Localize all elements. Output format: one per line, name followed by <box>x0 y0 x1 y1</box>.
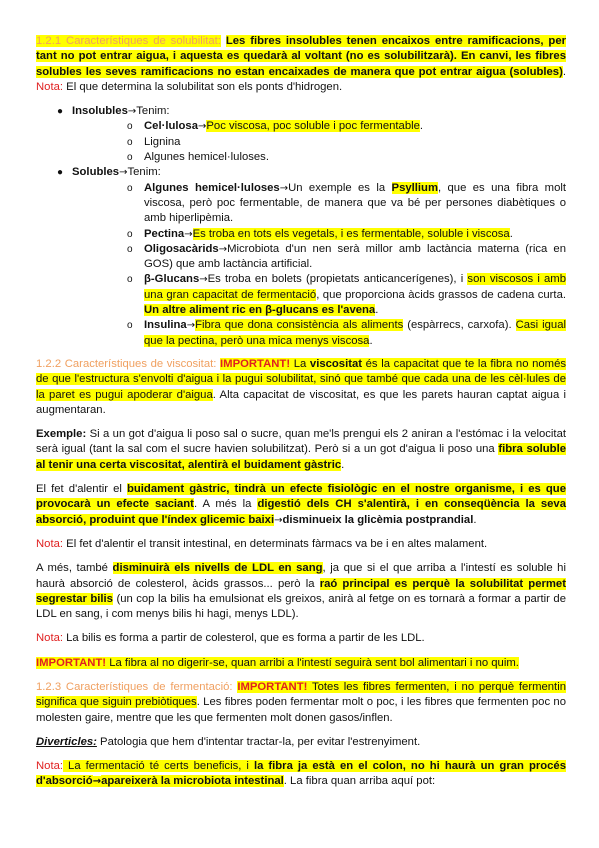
arrow-right-icon: → <box>186 320 196 332</box>
sublist-item-title: Pectina <box>144 227 185 240</box>
text: , ja que si el que arriba a l'intestí es soluble hi haurà absorció de colesterol, àcids grassos... però la <box>36 562 566 590</box>
document-page <box>36 34 566 799</box>
arrow-right-icon: → <box>199 274 208 286</box>
highlighted-text: viscositat <box>309 357 363 370</box>
diverticles-label: Diverticles: <box>36 735 97 748</box>
text: A més, també <box>36 562 113 575</box>
text: Es troba en bolets (propietats anticancerígenes), i <box>207 273 468 286</box>
circle-bullet-icon: o <box>127 243 133 255</box>
sublist-item-text: Lignina <box>144 135 181 148</box>
fiber-type-list <box>36 104 566 349</box>
text: . <box>375 304 379 317</box>
highlighted-text: La fibra al no digerir-se, quan arribi a l'intestí seguirà sent bol alimentari i no quim. <box>106 656 519 669</box>
sublist-item <box>72 272 566 318</box>
sublist-item <box>72 242 566 273</box>
text: El fet d'alentir el <box>36 483 127 496</box>
text: . <box>473 513 477 526</box>
paragraph-viscositat <box>36 357 566 418</box>
circle-bullet-icon: o <box>127 320 133 332</box>
important-label: IMPORTANT! <box>237 680 308 693</box>
sublist-item <box>72 181 566 227</box>
sublist-item <box>72 150 566 165</box>
highlighted-text: Casi igual que la pectina, però una mica menys viscosa <box>144 319 566 347</box>
highlighted-text: raó principal es perquè la solubilitat permet segrestar bilis <box>36 577 566 605</box>
list-item-suffix: Tenim: <box>127 166 161 179</box>
section-heading-solubilitat: 1.2.1 Característiques de solubilitat: <box>36 35 221 47</box>
arrow-right-icon: → <box>274 514 283 526</box>
sublist-item-title: Insulina <box>144 319 187 332</box>
highlighted-text: La <box>290 357 310 370</box>
nota-label: Nota: <box>36 760 64 773</box>
sublist-item <box>72 119 566 134</box>
circle-bullet-icon: o <box>127 274 133 286</box>
sublist-item-title: Algunes hemicel·luloses <box>144 181 280 194</box>
text: Un exemple es la <box>288 181 392 194</box>
highlighted-text: digestió dels CH s'alentirà, i en conseqüència la seva absorció, produint que l'índex glicemic baixi <box>36 498 566 526</box>
text: Microbiota d'un nen serà millor amb lactància materna (rica en GOS) que amb lactància artificial. <box>144 242 566 271</box>
sublist-item <box>72 135 566 150</box>
highlighted-text: disminuirà els nivells de LDL en sang <box>112 562 323 575</box>
text: Patologia que hem d'intentar tractar-la, per evitar l'estrenyiment. <box>96 735 421 748</box>
text: (espàrrecs, carxofa). <box>403 319 516 332</box>
text: . <box>341 458 345 471</box>
nota-text: El que determina la solubilitat son els ponts d'hidrogen. <box>63 80 343 93</box>
text: . <box>419 120 424 133</box>
bullet-icon: ● <box>57 167 64 179</box>
highlighted-text: la fibra ja està en el colon, no hi haurà un gran procés d'absorció <box>36 760 566 788</box>
circle-bullet-icon: o <box>127 182 133 194</box>
text: (un cop la bilis ha emulsionat els greixos, anirà al fetge on es tornarà a formar a partir de LDL en sang, i com menys bilis hi hagi, menys LDL). <box>36 592 566 621</box>
list-item-title: Solubles <box>72 166 120 179</box>
paragraph-solubilitat <box>36 34 566 95</box>
highlighted-text: Poc viscosa, poc soluble i poc fermentable <box>206 120 420 133</box>
arrow-right-icon: → <box>218 243 228 255</box>
highlighted-text: apareixerà la microbiota intestinal <box>101 775 284 788</box>
text: , que es una fibra molt viscosa, però poc fermentable, de manera que va bé per persones diabètiques o amb hiperlipèmia. <box>144 181 567 225</box>
nota-text: La bilis es forma a partir de colesterol, que es forma a partir de les LDL. <box>63 632 425 645</box>
important-label: IMPORTANT! <box>36 656 107 669</box>
highlighted-text: és la capacitat que te la fibra no només de que l'estructura s'envolti d'aigua i la pugui solubilitat, sinó que també que cada una de les cèl·lules de la paret es pugui apoderar d'aigua <box>36 357 567 401</box>
bold-text: disminueix la glicèmia postprandial <box>282 513 474 526</box>
text: . Alta capacitat de viscositat, es que les parets hauran captat aigua i augmentaran. <box>36 388 567 416</box>
list-item-suffix: Tenim: <box>136 105 170 118</box>
important-label: IMPORTANT! <box>220 357 291 370</box>
exemple-label: Exemple: <box>36 428 87 441</box>
text: . <box>369 334 373 347</box>
nota-label: Nota: <box>36 537 64 550</box>
highlighted-text: Fibra que dona consistència als aliments <box>195 319 404 332</box>
paragraph-diverticles <box>36 735 566 750</box>
paragraph-important-bol <box>36 656 566 671</box>
sublist-item-title: Cel·lulosa <box>144 120 198 133</box>
circle-bullet-icon: o <box>127 228 133 240</box>
list-item-solubles <box>36 165 566 349</box>
sublist-item <box>72 318 566 349</box>
arrow-right-icon: → <box>279 182 289 194</box>
text: Si a un got d'aigua li poso sal o sucre, quan me'ls prengui els 2 aniran a l'estómac i la velocitat serà igual (tant la sal com el sucre havien solubilitzat). Però si a un got d'aigua li poso una <box>36 428 566 456</box>
paragraph-fermentacio <box>36 680 566 726</box>
list-item-title: Insolubles <box>72 105 128 118</box>
sublist-insolubles <box>72 119 566 165</box>
paragraph-nota-fermentacio <box>36 759 566 790</box>
arrow-right-icon: → <box>127 106 137 118</box>
sublist-item-text: Algunes hemicel·luloses. <box>144 151 269 164</box>
text: . Les fibres poden fermentar molt o poc, i les fibres que fermenten poc no molesten gaire, mentre que les que fermenten molt donen gasos/inflen. <box>36 696 566 724</box>
sublist-item <box>72 227 566 242</box>
highlighted-text: fibra soluble al tenir una certa viscositat, alentirà el buidament gàstric <box>36 443 566 471</box>
paragraph-nota-bilis <box>36 631 566 646</box>
section-heading-fermentacio: 1.2.3 Característiques de fermentació: <box>36 680 233 693</box>
list-item-insolubles <box>36 104 566 165</box>
nota-text: El fet d'alentir el transit intestinal, en determinats fàrmacs va be i en altes malament. <box>63 537 488 550</box>
paragraph-exemple <box>36 427 566 473</box>
circle-bullet-icon: o <box>127 121 133 133</box>
sublist-item-title: β-Glucans <box>144 273 200 286</box>
arrow-right-icon: → <box>184 228 193 240</box>
sublist-solubles <box>72 181 566 349</box>
text: . <box>509 227 513 240</box>
highlighted-text: Psyllium <box>391 181 438 194</box>
highlighted-text: Un altre aliment ric en β-glucans es l'avena <box>144 304 376 317</box>
highlighted-text: Totes les fibres fermenten, i no perquè fermentin significa que siguin prebiòtiques <box>36 680 566 709</box>
highlighted-text: son viscosos i amb una gran capacitat de fermentació <box>144 273 567 301</box>
nota-label: Nota: <box>36 80 64 93</box>
text: . <box>562 65 566 78</box>
text: . La fibra quan arriba aquí pot: <box>283 775 436 788</box>
arrow-right-icon: → <box>92 776 102 788</box>
arrow-right-icon: → <box>198 121 207 133</box>
text: , que proporciona àcids grassos de cadena curta. <box>316 288 566 301</box>
paragraph-nota-transit <box>36 537 566 552</box>
nota-label: Nota: <box>36 632 64 645</box>
highlighted-text: Es troba en tots els vegetals, i es fermentable, soluble i viscosa <box>192 227 510 240</box>
highlighted-text: buidament gàstric, tindrà un efecte fisiològic en el nostre organisme, i es que provocarà un efecte saciant <box>36 483 566 511</box>
section-heading-viscositat: 1.2.2 Característiques de viscositat: <box>36 357 217 370</box>
arrow-right-icon: → <box>119 167 128 179</box>
circle-bullet-icon: o <box>127 136 133 148</box>
paragraph-ldl <box>36 561 566 622</box>
text: . A més la <box>193 498 258 511</box>
highlighted-text: Les fibres insolubles tenen encaixos entre ramificacions, per tant no pot entrar aigua, i aquesta es quedarà al voltant (no es solubilitzarà). En canvi, les fibres solubles les seves ramificacions no estan encaixades de manera que pot entrar aigua (solubles) <box>36 35 566 78</box>
sublist-item-title: Oligosacàrids <box>144 242 219 255</box>
bullet-icon: ● <box>57 106 64 118</box>
highlighted-text: La fermentació té certs beneficis, i <box>63 760 254 773</box>
circle-bullet-icon: o <box>127 152 133 164</box>
paragraph-efecte <box>36 482 566 528</box>
